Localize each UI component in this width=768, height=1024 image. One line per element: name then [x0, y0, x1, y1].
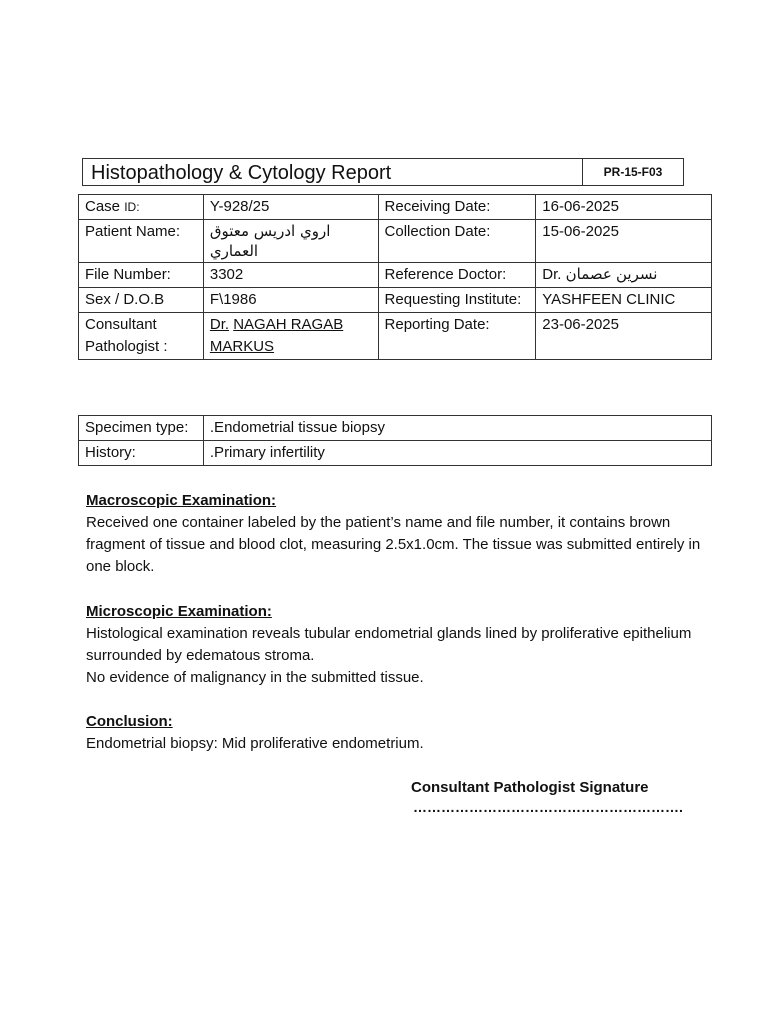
reference-doctor-label: Reference Doctor: [378, 263, 536, 288]
macroscopic-heading: Macroscopic Examination: [86, 492, 277, 509]
specimen-table [78, 415, 712, 466]
microscopic-text: Histological examination reveals tubular endometrial glands lined by proliferative epithelium surrounded by edematous stroma. [86, 625, 692, 664]
receiving-date-label: Receiving Date: [378, 195, 536, 220]
collection-date-value: 15-06-2025 [536, 220, 712, 263]
table-row [79, 313, 712, 360]
table-row [79, 416, 712, 441]
file-number-value: 3302 [203, 263, 378, 288]
report-title-box [82, 158, 684, 186]
macroscopic-section [86, 490, 706, 578]
signature-label: Consultant Pathologist Signature [411, 779, 649, 796]
sex-dob-value: F\1986 [203, 288, 378, 313]
case-id-value: Y-928/25 [203, 195, 378, 220]
patient-name-value: اروي ادريس معتوق العماري [203, 220, 378, 263]
consultant-name: NAGAH RAGAB MARKUS [209, 316, 344, 355]
conclusion-section [86, 711, 706, 755]
specimen-type-value: .Endometrial tissue biopsy [203, 416, 711, 441]
table-row [79, 220, 712, 263]
microscopic-section [86, 601, 706, 689]
consultant-value [203, 313, 378, 360]
report-title: Histopathology & Cytology Report [83, 159, 583, 185]
patient-info-table [78, 194, 712, 360]
patient-name-label: Patient Name: [79, 220, 204, 263]
macroscopic-text: Received one container labeled by the patient’s name and file number, it contains brown fragment of tissue and blood clot, measuring 2.5x1.0cm. The tissue was submitted entirely in one block. [86, 514, 701, 575]
consultant-label: Consultant Pathologist : [79, 313, 204, 360]
requesting-institute-value: YASHFEEN CLINIC [536, 288, 712, 313]
specimen-type-label: Specimen type: [79, 416, 204, 441]
case-id-label: Case ID: [79, 195, 204, 220]
signature-line: …………………………………………………. [413, 799, 683, 815]
table-row [79, 441, 712, 466]
collection-date-label: Collection Date: [378, 220, 536, 263]
file-number-label: File Number: [79, 263, 204, 288]
microscopic-heading: Microscopic Examination: [86, 603, 272, 620]
form-code: PR-15-F03 [603, 165, 663, 179]
conclusion-text: Endometrial biopsy: Mid proliferative endometrium. [86, 735, 424, 752]
malignancy-text: No evidence of malignancy in the submitted tissue. [86, 669, 424, 686]
receiving-date-value: 16-06-2025 [536, 195, 712, 220]
conclusion-heading: Conclusion: [86, 713, 173, 730]
table-row [79, 288, 712, 313]
reporting-date-value: 23-06-2025 [536, 313, 712, 360]
reference-doctor-value: Dr. نسرين عصمان [536, 263, 712, 288]
requesting-institute-label: Requesting Institute: [378, 288, 536, 313]
sex-dob-label: Sex / D.O.B [79, 288, 204, 313]
history-value: .Primary infertility [203, 441, 711, 466]
table-row [79, 263, 712, 288]
consultant-prefix: Dr. [209, 316, 230, 333]
history-label: History: [79, 441, 204, 466]
reporting-date-label: Reporting Date: [378, 313, 536, 360]
table-row [79, 195, 712, 220]
